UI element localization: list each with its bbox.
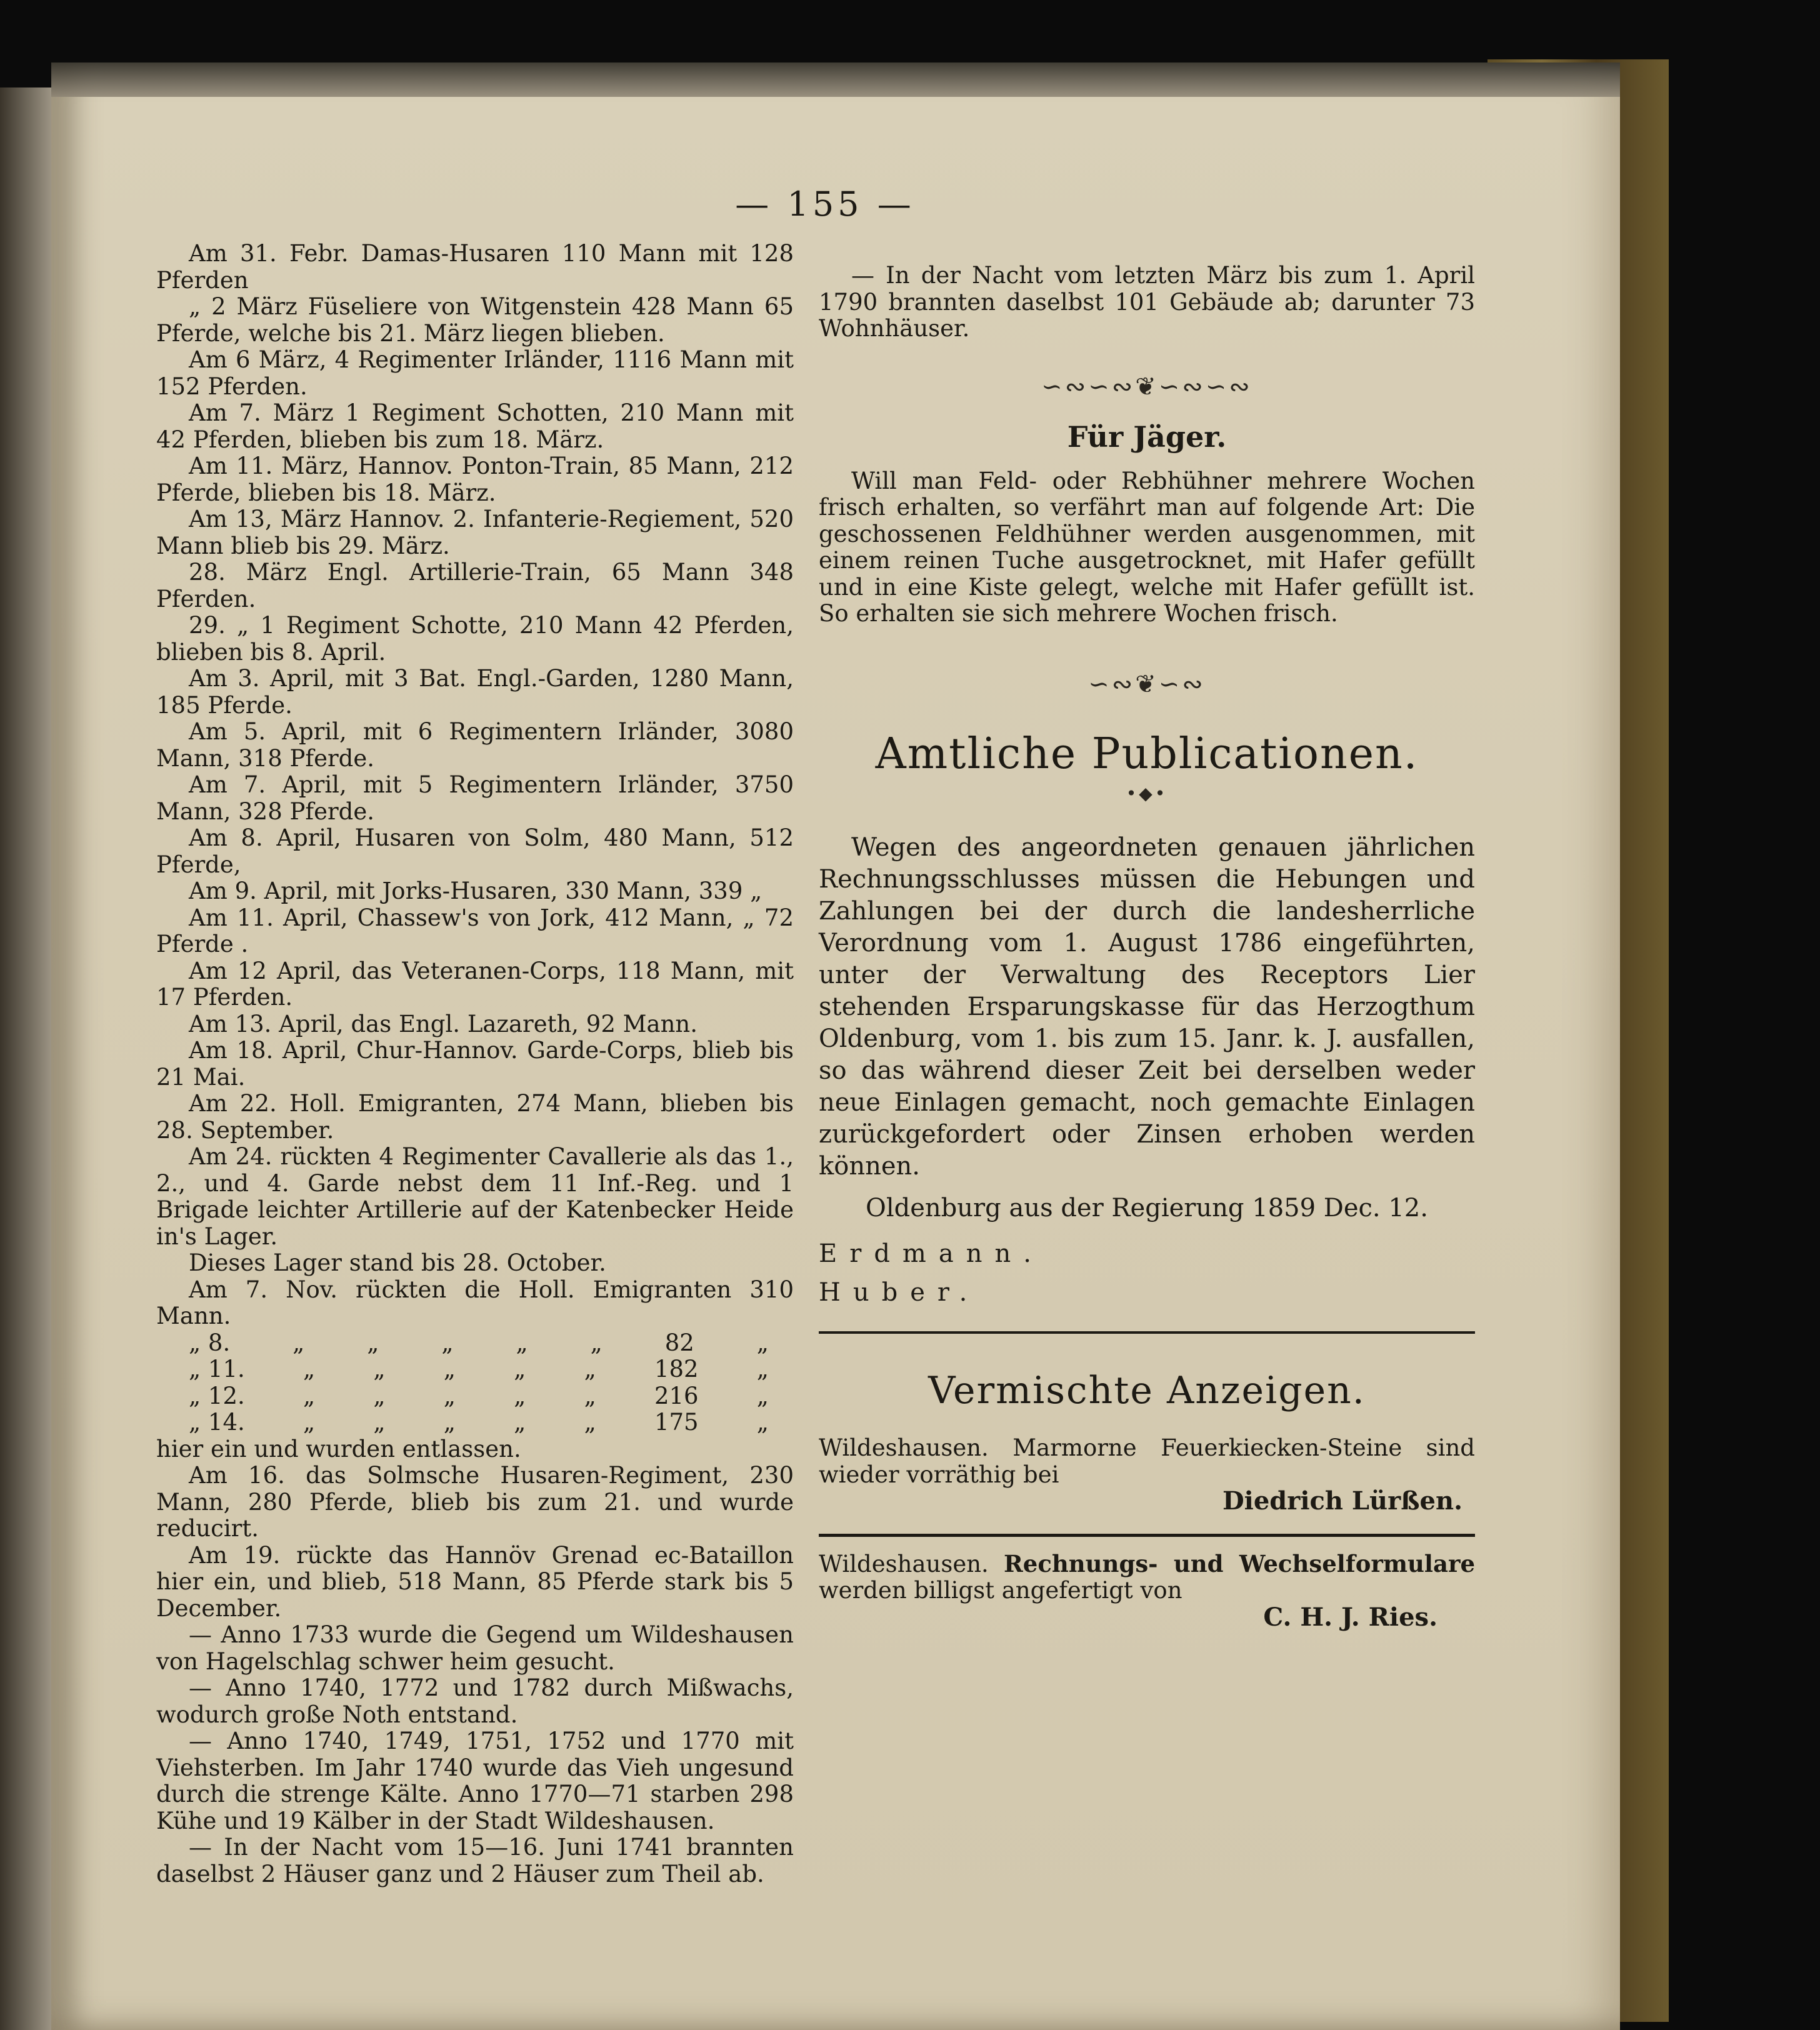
ad-ries-place: Wildeshausen. bbox=[819, 1550, 989, 1578]
ditto-cell: „ bbox=[756, 1356, 769, 1382]
entry-14: Am 12 April, das Veteranen-Corps, 118 Mann, mit 17 Pferden. bbox=[156, 957, 794, 1011]
ad-lürßen-name: Diedrich Lürßen. bbox=[1222, 1486, 1462, 1516]
ditto-cell: „ bbox=[584, 1409, 596, 1436]
ditto-cell: „ bbox=[441, 1329, 454, 1356]
ditto-row bbox=[189, 1356, 769, 1383]
ditto-cell: „ bbox=[303, 1409, 316, 1436]
ditto-cell: 82 bbox=[664, 1329, 694, 1356]
ditto-cell: „ bbox=[756, 1329, 769, 1356]
amtliche-text: Wegen des angeordneten genauen jährlichen Rechnungsschlusses müssen die Hebungen und Zahlungen bei der durch die landesherrliche Verordnung vom 1. August 1786 eingeführten, unter der Verwaltung des Receptors Lier stehenden Ersparungskasse für das Herzogthum Oldenburg, vom 1. bis zum 15. Janr. k. J. ausfallen, so das während dieser Zeit bei derselben weder neue Einlagen gemacht, noch gemachte Einlagen zurückgefordert oder Zinsen erhoben werden können. bbox=[819, 833, 1475, 1181]
ad-lürßen-text: Wildeshausen. Marmorne Feuerkiecken-Steine sind wieder vorräthig bei bbox=[819, 1434, 1475, 1488]
ditto-cell: „ bbox=[756, 1409, 769, 1436]
dateline: Oldenburg aus der Regierung 1859 Dec. 12. bbox=[866, 1194, 1428, 1222]
ditto-cell: „ bbox=[756, 1382, 769, 1409]
signature-erdmann: Erdmann. bbox=[819, 1239, 1044, 1268]
entry-after-4: — Anno 1740, 1772 und 1782 durch Mißwachs, wodurch große Noth entstand. bbox=[156, 1674, 794, 1728]
left-column bbox=[156, 241, 794, 1888]
ad-ries-name: C. H. J. Ries. bbox=[1263, 1602, 1438, 1632]
ditto-cell: „ bbox=[292, 1329, 305, 1356]
ditto-cell: „ bbox=[514, 1356, 526, 1382]
fire-1790-notice: — In der Nacht vom letzten März bis zum 1. April 1790 brannten daselbst 101 Gebäude ab; darunter 73 Wohnhäuser. bbox=[819, 262, 1475, 342]
ditto-cell: „ bbox=[443, 1382, 456, 1409]
ditto-cell: 216 bbox=[654, 1382, 699, 1409]
ornament-divider: ∽∾∽∾❦∽∾∽∾ bbox=[1041, 372, 1252, 401]
entry-after-0: hier ein und wurden entlassen. bbox=[156, 1435, 521, 1462]
ad-ries-bold: Rechnungs- und Wechselformulare bbox=[1004, 1549, 1475, 1578]
ditto-cell: „ bbox=[303, 1356, 316, 1382]
entry-10: Am 7. April, mit 5 Regimentern Irländer, 3750 Mann, 328 Pferde. bbox=[156, 771, 794, 825]
entry-9: Am 5. April, mit 6 Regimentern Irländer, 3080 Mann, 318 Pferde. bbox=[156, 718, 794, 772]
entry-after-3: — Anno 1733 wurde die Gegend um Wildeshausen von Hagelschlag schwer heim gesucht. bbox=[156, 1621, 794, 1675]
entry-after-6: — In der Nacht vom 15—16. Juni 1741 brannten daselbst 2 Häuser ganz und 2 Häuser zum Theil ab. bbox=[156, 1834, 794, 1888]
section-rule bbox=[819, 1331, 1475, 1334]
ditto-cell: „ bbox=[373, 1382, 386, 1409]
entry-19: Dieses Lager stand bis 28. October. bbox=[189, 1249, 606, 1276]
entry-7: 29. „ 1 Regiment Schotte, 210 Mann 42 Pferden, blieben bis 8. April. bbox=[156, 612, 794, 666]
jaeger-text: Will man Feld- oder Rebhühner mehrere Wochen frisch erhalten, so verfährt man auf folgende Art: Die geschossenen Feldhühner werden ausgenommen, mit einem reinen Tuche ausgetrocknet, mit Hafer gefüllt und in eine Kiste gelegt, welche mit Hafer gefüllt ist. So erhalten sie sich mehrere Wochen frisch. bbox=[819, 467, 1475, 627]
ad-ries-rest: werden billigst angefertigt von bbox=[819, 1577, 1182, 1604]
ditto-cell: „ bbox=[514, 1409, 526, 1436]
ditto-cell: „ bbox=[373, 1356, 386, 1382]
entry-12: Am 9. April, mit Jorks-Husaren, 330 Mann, 339 „ bbox=[189, 878, 762, 904]
ditto-cell: „ 12. bbox=[189, 1382, 245, 1409]
entry-20: Am 7. Nov. rückten die Holl. Emigranten 310 Mann. bbox=[156, 1276, 794, 1329]
adjacent-page-edge bbox=[0, 88, 51, 2030]
entry-0: Am 31. Febr. Damas-Husaren 110 Mann mit 128 Pferden bbox=[156, 240, 794, 294]
section-heading-amtliche: Amtliche Publicationen. bbox=[875, 729, 1419, 779]
ad-ries-text bbox=[819, 1551, 1475, 1604]
ditto-cell: „ bbox=[443, 1356, 456, 1382]
ad-rule bbox=[819, 1534, 1475, 1537]
ditto-row bbox=[189, 1330, 769, 1357]
ditto-cell: 175 bbox=[654, 1409, 699, 1436]
ditto-cell: „ bbox=[367, 1329, 379, 1356]
entry-17: Am 22. Holl. Emigranten, 274 Mann, blieben bis 28. September. bbox=[156, 1090, 794, 1144]
page-top-edge bbox=[51, 62, 1620, 97]
ditto-cell: „ 14. bbox=[189, 1409, 245, 1436]
entry-after-5: — Anno 1740, 1749, 1751, 1752 und 1770 mit Viehsterben. Im Jahr 1740 wurde das Vieh ungesund durch die strenge Kälte. Anno 1770—71 starben 298 Kühe und 19 Kälber in der Stadt Wildeshausen. bbox=[156, 1728, 794, 1834]
ditto-cell: 182 bbox=[654, 1356, 699, 1382]
ditto-cell: „ 8. bbox=[189, 1329, 231, 1356]
ditto-cell: „ bbox=[584, 1356, 596, 1382]
ditto-cell: „ bbox=[584, 1382, 596, 1409]
signature-huber: Huber. bbox=[819, 1278, 980, 1307]
entry-3: Am 7. März 1 Regiment Schotten, 210 Mann mit 42 Pferden, blieben bis zum 18. März. bbox=[156, 399, 794, 453]
entry-6: 28. März Engl. Artillerie-Train, 65 Mann 348 Pferden. bbox=[156, 559, 794, 612]
ditto-cell: „ bbox=[443, 1409, 456, 1436]
right-column bbox=[819, 262, 1475, 1631]
entry-16: Am 18. April, Chur-Hannov. Garde-Corps, blieb bis 21 Mai. bbox=[156, 1037, 794, 1091]
entry-11: Am 8. April, Husaren von Solm, 480 Mann, 512 Pferde, bbox=[156, 824, 794, 878]
ditto-row bbox=[189, 1409, 769, 1436]
entry-13: Am 11. April, Chassew's von Jork, 412 Mann, „ 72 Pferde . bbox=[156, 904, 794, 958]
entry-8: Am 3. April, mit 3 Bat. Engl.-Garden, 1280 Mann, 185 Pferde. bbox=[156, 665, 794, 719]
entry-15: Am 13. April, das Engl. Lazareth, 92 Mann. bbox=[189, 1010, 698, 1038]
entry-after-1: Am 16. das Solmsche Husaren-Regiment, 230 Mann, 280 Pferde, blieb bis zum 21. und wurde reducirt. bbox=[156, 1462, 794, 1542]
ditto-cell: „ bbox=[514, 1382, 526, 1409]
ditto-row bbox=[189, 1383, 769, 1410]
ornament-divider: •◆• bbox=[1126, 782, 1168, 804]
ditto-table bbox=[156, 1330, 794, 1436]
ditto-cell: „ bbox=[516, 1329, 528, 1356]
ditto-cell: „ bbox=[373, 1409, 386, 1436]
entry-18: Am 24. rückten 4 Regimenter Cavallerie als das 1., 2., und 4. Garde nebst dem 11 Inf.-Reg. und 1 Brigade leichter Artillerie auf der Katenbecker Heide in's Lager. bbox=[156, 1143, 794, 1250]
entry-2: Am 6 März, 4 Regimenter Irländer, 1116 Mann mit 152 Pferden. bbox=[156, 346, 794, 400]
ornament-divider: ∽∾❦∽∾ bbox=[1088, 669, 1206, 699]
entry-5: Am 13, März Hannov. 2. Infanterie-Regiement, 520 Mann blieb bis 29. März. bbox=[156, 506, 794, 559]
ditto-cell: „ bbox=[590, 1329, 602, 1356]
section-heading-jaeger: Für Jäger. bbox=[1067, 420, 1227, 454]
section-heading-vermischte: Vermischte Anzeigen. bbox=[928, 1368, 1366, 1412]
entry-4: Am 11. März, Hannov. Ponton-Train, 85 Mann, 212 Pferde, blieben bis 18. März. bbox=[156, 452, 794, 506]
ditto-cell: „ bbox=[303, 1382, 316, 1409]
entry-after-2: Am 19. rückte das Hannöv Grenad ec-Bataillon hier ein, und blieb, 518 Mann, 85 Pferde stark bis 5 December. bbox=[156, 1541, 794, 1622]
page-number: — 155 — bbox=[735, 184, 915, 224]
ditto-cell: „ 11. bbox=[189, 1356, 245, 1382]
entry-1: „ 2 März Füseliere von Witgenstein 428 Mann 65 Pferde, welche bis 21. März liegen blieben. bbox=[156, 293, 794, 347]
